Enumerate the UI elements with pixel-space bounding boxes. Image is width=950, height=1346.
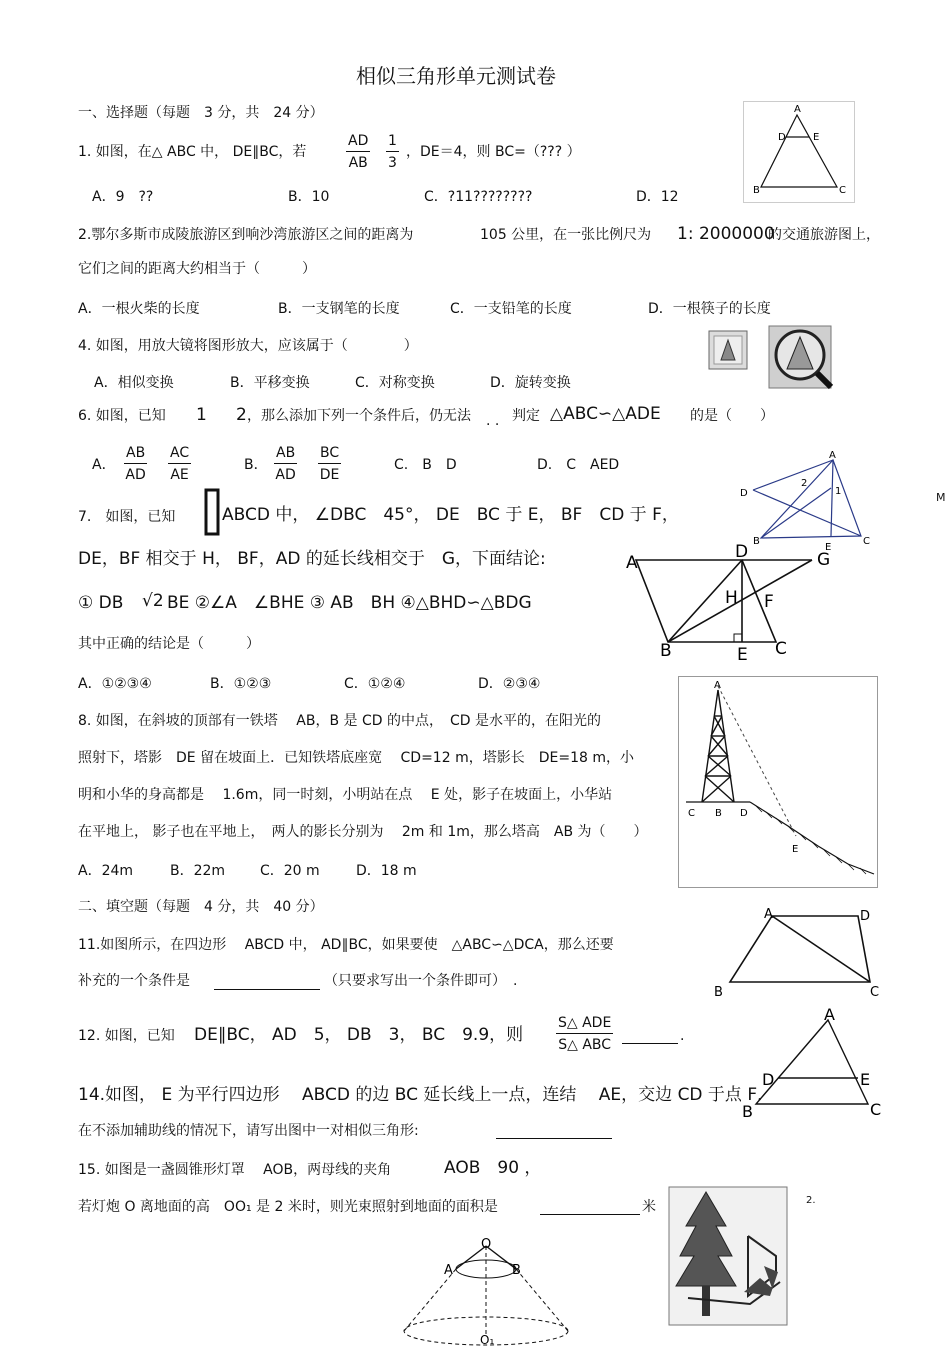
q14-line1: 14.如图， E 为平行四边形 ABCD 的边 BC 延长线上一点，连结 AE，交边 CD 于点 F．	[78, 1085, 775, 1105]
q6-label-1: 1	[835, 486, 842, 497]
q2-line2: 它们之间的距离大约相当于（ ）	[78, 261, 316, 277]
q12-numerator: S△ ADE	[556, 1016, 613, 1034]
q6-option-a-frac1	[124, 446, 147, 482]
q7-label-g: G	[817, 550, 831, 570]
q15-label-o: O	[481, 1237, 492, 1252]
q15-answer-blank[interactable]	[540, 1199, 640, 1215]
q6-label-2: 2	[801, 478, 808, 489]
q6-option-d: D. C AED	[537, 457, 620, 473]
q15-label-b: B	[512, 1263, 521, 1278]
q15-unit: 米	[642, 1199, 656, 1215]
q1-fraction-one-third	[386, 134, 399, 170]
q1-stem-post: ，DE＝4，则 BC=（??? ）	[406, 144, 581, 160]
q2-line1-a: 2.鄂尔多斯市成陵旅游区到响沙湾旅游区之间的距离为	[78, 227, 414, 243]
q12-stem-pre: 12. 如图，已知	[78, 1028, 175, 1044]
q7-label-d: D	[735, 542, 749, 562]
q1-frac2-num: 1	[386, 134, 399, 152]
q1-fraction-ad-ab	[346, 134, 370, 170]
q2-scale-ratio: 1: 2000000	[677, 224, 775, 244]
q4-option-a: A．相似变换	[94, 375, 174, 391]
q6-label-c: C	[863, 536, 870, 547]
q6-label-d: D	[740, 488, 748, 499]
q12-label-e: E	[860, 1070, 871, 1089]
q6-option-b-label: B．	[244, 457, 268, 473]
q2-option-a: A．一根火柴的长度	[78, 301, 200, 317]
q11-answer-blank[interactable]	[214, 974, 320, 990]
q6-label-b: B	[753, 536, 760, 547]
q12-conditions: DE∥BC， AD 5， DB 3， BC 9.9，则	[194, 1025, 524, 1045]
q6-angle-2: 2	[236, 405, 247, 425]
q12-answer-blank[interactable]	[622, 1028, 678, 1044]
q7-option-d: D．②③④	[478, 676, 541, 692]
q7-label-a: A	[626, 553, 638, 573]
q6-label-e: E	[825, 542, 832, 553]
section-1-heading: 一、选择题（每题 3 分，共 24 分）	[78, 105, 324, 121]
q1-label-b: B	[753, 185, 760, 196]
q11-line2-b: （只要求写出一个条件即可） .	[324, 973, 518, 989]
q8-label-c: C	[688, 808, 695, 819]
q6-triangle-figure	[735, 448, 875, 552]
q4-option-c: C．对称变换	[355, 375, 435, 391]
q1-option-d: D．12	[636, 189, 679, 205]
q6-similarity: △ABC∽△ADE	[550, 404, 661, 424]
q7-line4: 其中正确的结论是（ ）	[78, 636, 260, 652]
q6-option-b-frac1	[274, 446, 297, 482]
q8-option-c: C．20 m	[260, 863, 320, 879]
q6-a-n2: AC	[168, 446, 191, 464]
q12-label-c: C	[870, 1100, 882, 1119]
q2-line1-c: 的交通旅游图上，	[768, 227, 880, 243]
q6-b-n1: AB	[274, 446, 297, 464]
q8-label-d: D	[740, 808, 748, 819]
page-title: 相似三角形单元测试卷	[356, 64, 556, 88]
q11-label-c: C	[870, 985, 880, 1000]
q7-line3-b: BE ②∠A ∠BHE ③ AB BH ④△BHD∽△BDG	[167, 593, 532, 613]
q7-stem-pre: 7. 如图，已知	[78, 509, 176, 525]
q6-angle-1: 1	[196, 405, 207, 425]
q8-label-b: B	[715, 808, 722, 819]
q14-answer-blank[interactable]	[496, 1123, 612, 1139]
section-2-heading: 二、填空题（每题 4 分，共 40 分）	[78, 899, 324, 915]
q8-option-b: B．22m	[170, 863, 226, 879]
q11-trapezoid-figure	[708, 904, 888, 1000]
q8-line1: 8. 如图，在斜坡的顶部有一铁塔 AB，B 是 CD 的中点， CD 是水平的，在阳光的	[78, 713, 601, 729]
q1-label-c: C	[839, 185, 846, 196]
parallelogram-symbol-icon	[203, 488, 221, 536]
stray-letter-m: M	[936, 491, 946, 504]
q7-parallelogram-figure	[620, 540, 840, 665]
q4-magnifier-image	[768, 325, 836, 393]
q8-tower-figure	[678, 676, 876, 886]
q15-unit-superscript: 2.	[806, 1195, 816, 1206]
q2-option-b: B．一支钢笔的长度	[278, 301, 400, 317]
q11-label-a: A	[764, 907, 773, 922]
q1-frac1-den: AB	[348, 155, 368, 171]
q15-cone-lamp-figure	[398, 1236, 578, 1344]
q8-option-d: D．18 m	[356, 863, 417, 879]
q1-frac1-num: AD	[346, 134, 370, 152]
q1-frac2-den: 3	[388, 155, 397, 171]
q6-b-d1: AD	[275, 467, 296, 483]
q1-label-e: E	[813, 132, 820, 143]
q7-line1: ABCD 中， ∠DBC 45°， DE BC 于 E， BF CD 于 F，	[222, 505, 679, 525]
q12-label-a: A	[824, 1005, 835, 1024]
q8-label-e: E	[792, 844, 799, 855]
q7-label-h: H	[725, 588, 738, 608]
q4-small-triangle-image	[708, 330, 748, 370]
q7-line3-a: ① DB	[78, 593, 124, 613]
q6-a-n1: AB	[124, 446, 147, 464]
q6-option-b-frac2	[318, 446, 341, 482]
q12-period: .	[680, 1028, 685, 1044]
q12-area-ratio	[556, 1016, 613, 1052]
q8-line3: 明和小华的身高都是 1.6m，同一时刻，小明站在点 E 处，影子在坡面上，小华站	[78, 787, 613, 803]
q11-line2-a: 补充的一个条件是	[78, 973, 190, 989]
q4-option-d: D．旋转变换	[490, 375, 571, 391]
q12-label-b: B	[742, 1102, 753, 1121]
q6-stem-mid: ，那么添加下列一个条件后，仍无法	[247, 408, 471, 424]
q6-a-d1: AD	[125, 467, 146, 483]
q7-label-f: F	[764, 592, 774, 612]
q7-option-b: B．①②③	[210, 676, 272, 692]
tree-shadow-image	[668, 1186, 788, 1326]
q1-label-a: A	[794, 104, 801, 115]
q7-label-e: E	[737, 645, 748, 665]
q15-angle: AOB 90 ，	[444, 1158, 542, 1178]
q7-option-a: A．①②③④	[78, 676, 152, 692]
q4-option-b: B．平移变换	[230, 375, 310, 391]
q6-judge: 判定	[512, 408, 540, 424]
q1-triangle-figure	[743, 101, 853, 201]
q12-label-d: D	[762, 1070, 775, 1089]
q12-denominator: S△ ABC	[558, 1037, 612, 1053]
q1-label-d: D	[778, 132, 786, 143]
q7-label-c: C	[775, 639, 787, 659]
q6-option-a-label: A．	[92, 457, 116, 473]
q6-b-d2: DE	[319, 467, 340, 483]
q4-stem: 4. 如图，用放大镜将图形放大，应该属于（ ）	[78, 338, 418, 354]
q7-option-c: C．①②④	[344, 676, 406, 692]
q1-option-a: A．9 ??	[92, 189, 154, 205]
q6-option-c: C. B D	[394, 457, 457, 473]
q7-sqrt: √2	[142, 591, 164, 611]
q15-label-o1: O₁	[480, 1333, 495, 1346]
q6-b-n2: BC	[318, 446, 341, 464]
q6-stem-post: 的是（ ）	[690, 408, 774, 424]
q6-label-a: A	[829, 450, 836, 461]
q14-line2: 在不添加辅助线的情况下，请写出图中一对相似三角形:	[78, 1123, 419, 1139]
q6-a-d2: AE	[170, 467, 189, 483]
q15-line2-a: 若灯炮 O 离地面的高 OO₁ 是 2 米时，则光束照射到地面的面积是	[78, 1199, 498, 1215]
q1-option-c: C．?11????????	[424, 189, 533, 205]
q8-option-a: A．24m	[78, 863, 134, 879]
q6-dots: . .	[486, 413, 500, 429]
q2-option-d: D．一根筷子的长度	[648, 301, 771, 317]
q1-option-b: B．10	[288, 189, 330, 205]
q7-line2: DE，BF 相交于 H， BF，AD 的延长线相交于 G，下面结论:	[78, 549, 546, 569]
q15-label-a: A	[444, 1263, 453, 1278]
q6-option-a-frac2	[168, 446, 191, 482]
q7-label-b: B	[660, 641, 672, 661]
q8-line2: 照射下，塔影 DE 留在坡面上．已知铁塔底座宽 CD=12 m，塔影长 DE=18 m，小	[78, 750, 634, 766]
q2-line1-b: 105 公里，在一张比例尺为	[480, 227, 652, 243]
q2-option-c: C．一支铅笔的长度	[450, 301, 572, 317]
q11-label-b: B	[714, 985, 723, 1000]
q11-label-d: D	[860, 909, 871, 924]
q11-line1: 11.如图所示，在四边形 ABCD 中， AD∥BC，如果要使 △ABC∽△DCA，那么还要	[78, 937, 614, 953]
q15-line1-a: 15. 如图是一盏圆锥形灯罩 AOB，两母线的夹角	[78, 1162, 392, 1178]
q8-line4: 在平地上， 影子也在平地上， 两人的影长分别为 2m 和 1m，那么塔高 AB 为（ ）	[78, 824, 648, 840]
q6-stem-pre: 6. 如图，已知	[78, 408, 166, 424]
q8-label-a: A	[714, 680, 721, 691]
q1-stem-pre: 1. 如图，在△ ABC 中， DE∥BC，若	[78, 144, 307, 160]
